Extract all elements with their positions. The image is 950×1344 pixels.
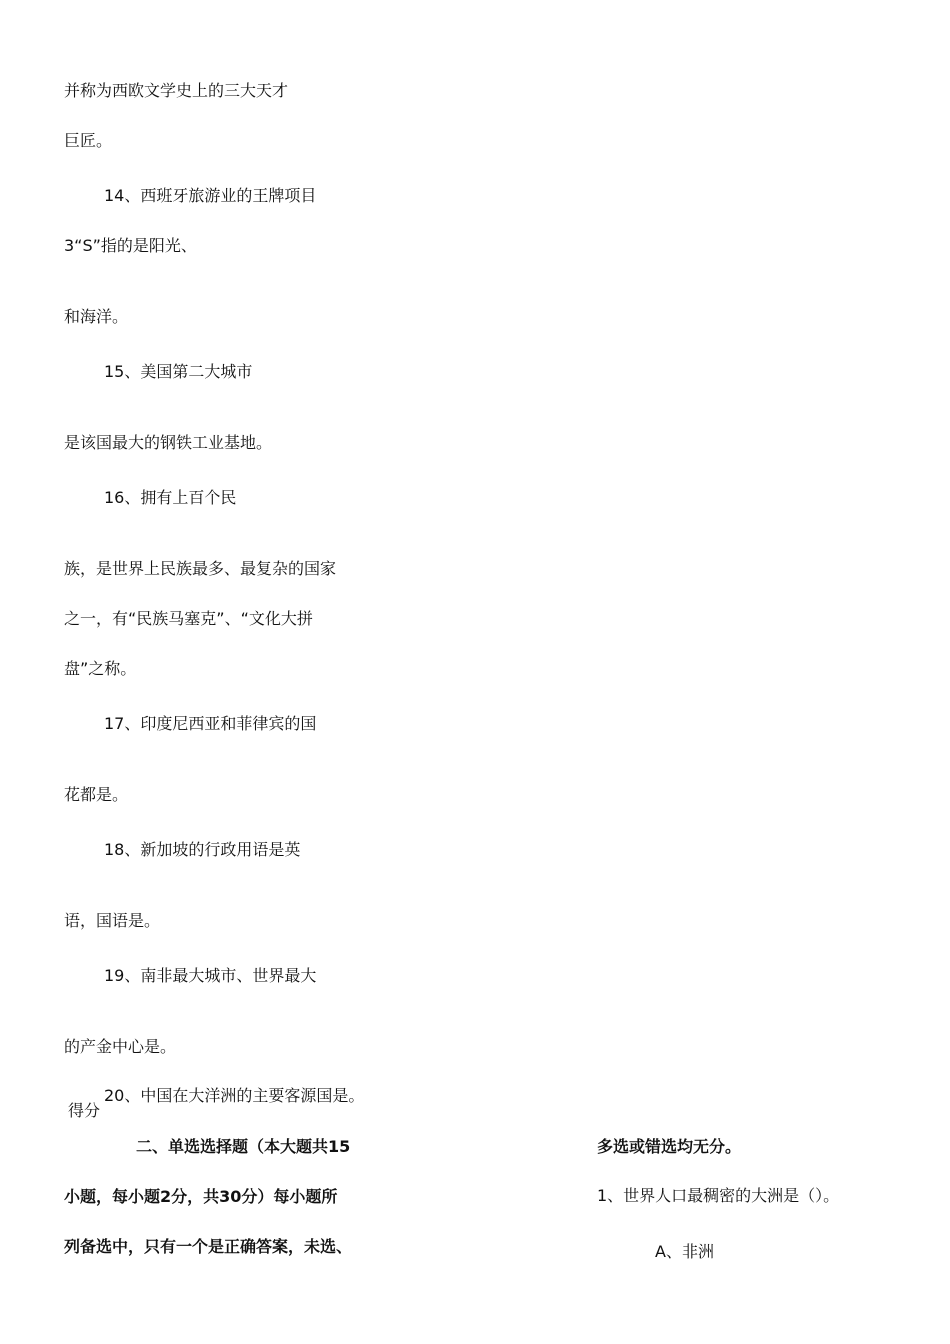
text-line: 和海洋。 [64, 307, 129, 326]
text-line: 族，是世界上民族最多、最复杂的国家 [64, 559, 337, 578]
text-line: 巨匠。 [64, 131, 113, 150]
section-instruction: 列备选中，只有一个是正确答案，未选、 [64, 1237, 353, 1256]
text-line: 的产金中心是。 [64, 1037, 177, 1056]
text-line: 盘”之称。 [64, 659, 137, 678]
text-line: 3“S”指的是阳光、 [64, 236, 197, 255]
question-18: 18、新加坡的行政用语是英 [104, 840, 301, 859]
question-17: 17、印度尼西亚和菲律宾的国 [104, 714, 317, 733]
text-line: 并称为西欧文学史上的三大天才 [64, 81, 289, 100]
text-line: 语，国语是。 [64, 911, 161, 930]
question-14: 14、西班牙旅游业的王牌项目 [104, 186, 317, 205]
section-instruction: 多选或错选均无分。 [597, 1137, 742, 1156]
question-19: 19、南非最大城市、世界最大 [104, 966, 317, 985]
question-15: 15、美国第二大城市 [104, 362, 253, 381]
text-line: 之一，有“民族马塞克”、“文化大拼 [64, 609, 313, 628]
option-a: A、非洲 [655, 1242, 714, 1261]
section-instruction: 小题，每小题2分，共30分）每小题所 [64, 1187, 338, 1206]
text-line: 是该国最大的钢铁工业基地。 [64, 433, 273, 452]
question-16: 16、拥有上百个民 [104, 488, 237, 507]
section-heading: 二、单选选择题（本大题共15 [136, 1137, 351, 1156]
question-20: 20、中国在大洋洲的主要客源国是。 [104, 1086, 365, 1105]
question-1: 1、世界人口最稠密的大洲是（）。 [597, 1186, 840, 1205]
score-label: 得分 [68, 1101, 101, 1120]
text-line: 花都是。 [64, 785, 129, 804]
